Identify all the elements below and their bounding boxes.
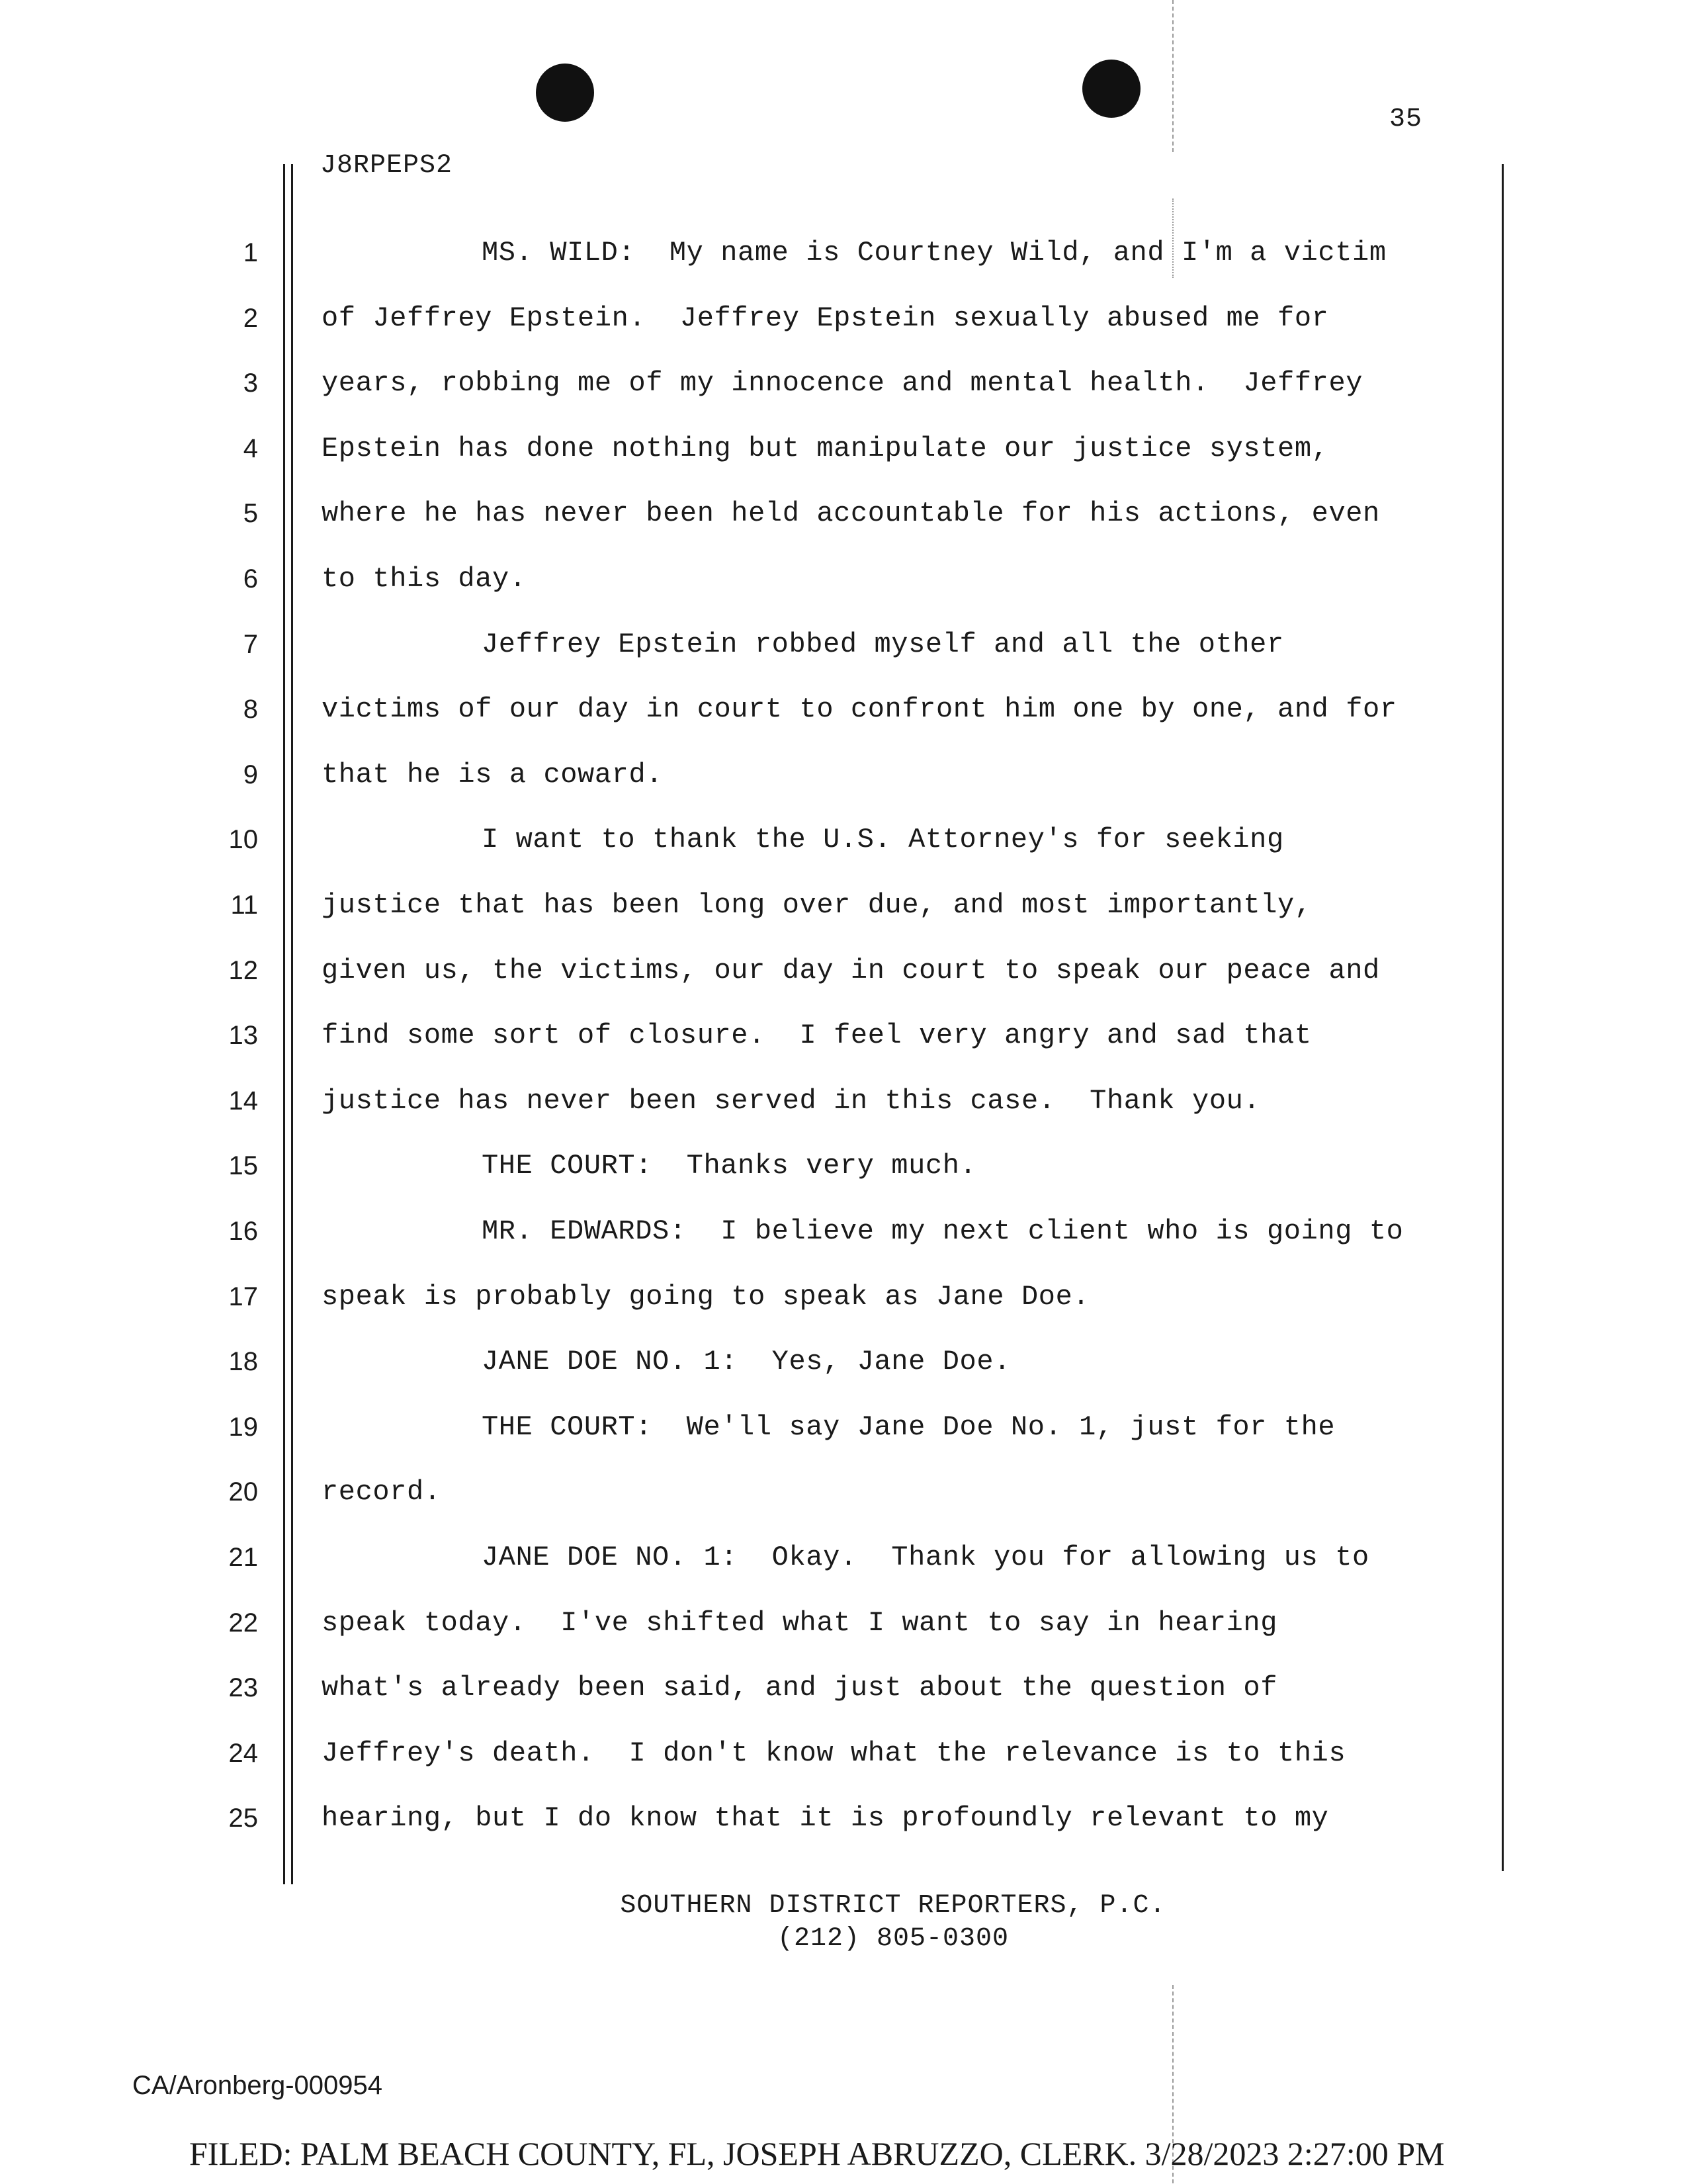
line-number: 21 xyxy=(228,1543,258,1572)
line-number: 4 xyxy=(243,433,258,463)
punch-hole-right xyxy=(1082,60,1141,118)
line-text: Epstein has done nothing but manipulate our justice system, xyxy=(322,432,1329,464)
transcript-line xyxy=(0,625,1683,664)
line-text: justice that has been long over due, and most importantly, xyxy=(322,889,1312,921)
reporter-phone: (212) 805-0300 xyxy=(777,1924,1010,1954)
filed-stamp: FILED: PALM BEACH COUNTY, FL, JOSEPH ABRUZZO, CLERK. 3/28/2023 2:27:00 PM xyxy=(189,2135,1445,2172)
line-text: JANE DOE NO. 1: Okay. Thank you for allowing us to xyxy=(482,1542,1369,1573)
transcript-line xyxy=(0,755,1683,795)
case-id: J8RPEPS2 xyxy=(320,151,453,181)
transcript-line xyxy=(0,689,1683,729)
transcript-line xyxy=(0,1668,1683,1708)
transcript-line xyxy=(0,559,1683,599)
line-number: 15 xyxy=(228,1151,258,1181)
line-number: 8 xyxy=(243,695,258,724)
line-text: MR. EDWARDS: I believe my next client who is going to xyxy=(482,1215,1404,1247)
transcript-line xyxy=(0,1733,1683,1773)
line-number: 22 xyxy=(228,1608,258,1638)
transcript-line xyxy=(0,1016,1683,1055)
line-number: 10 xyxy=(228,825,258,855)
transcript-line xyxy=(0,429,1683,468)
line-number: 1 xyxy=(243,238,258,267)
transcript-line xyxy=(0,1603,1683,1643)
line-number: 13 xyxy=(228,1021,258,1051)
line-text: what's already been said, and just about the question of xyxy=(322,1672,1278,1704)
line-text: years, robbing me of my innocence and mental health. Jeffrey xyxy=(322,367,1363,400)
punch-hole-left xyxy=(536,64,594,122)
line-text: JANE DOE NO. 1: Yes, Jane Doe. xyxy=(482,1346,1011,1378)
transcript-line xyxy=(0,1081,1683,1121)
line-number: 12 xyxy=(228,955,258,985)
line-number: 6 xyxy=(243,564,258,593)
transcript-line xyxy=(0,233,1683,273)
line-text: I want to thank the U.S. Attorney's for seeking xyxy=(482,824,1284,856)
line-number: 17 xyxy=(228,1282,258,1311)
transcript-line xyxy=(0,363,1683,403)
line-number: 16 xyxy=(228,1217,258,1246)
reporter-name: SOUTHERN DISTRICT REPORTERS, P.C. xyxy=(620,1891,1166,1921)
line-number: 25 xyxy=(228,1804,258,1833)
line-text: to this day. xyxy=(322,563,527,595)
fold-line-top xyxy=(1172,0,1174,152)
line-text: justice has never been served in this case. Thank you. xyxy=(322,1084,1261,1117)
line-text: where he has never been held accountable for his actions, even xyxy=(322,498,1380,530)
transcript-line xyxy=(0,494,1683,533)
line-number: 19 xyxy=(228,1412,258,1442)
line-text: MS. WILD: My name is Courtney Wild, and I'm a victim xyxy=(482,237,1387,269)
line-number: 5 xyxy=(243,499,258,529)
transcript-line xyxy=(0,1277,1683,1317)
transcript-line xyxy=(0,1538,1683,1577)
transcript-line xyxy=(0,1407,1683,1447)
transcript-line xyxy=(0,1146,1683,1186)
line-number: 18 xyxy=(228,1347,258,1377)
line-text: Jeffrey Epstein robbed myself and all the other xyxy=(482,628,1284,660)
transcript-line xyxy=(0,298,1683,338)
line-text: THE COURT: We'll say Jane Doe No. 1, just for the xyxy=(482,1411,1336,1443)
transcript-line xyxy=(0,1211,1683,1251)
line-text: given us, the victims, our day in court to speak our peace and xyxy=(322,954,1380,986)
line-number: 20 xyxy=(228,1477,258,1507)
transcript-line xyxy=(0,1798,1683,1838)
transcript-line xyxy=(0,820,1683,859)
line-text: victims of our day in court to confront him one by one, and for xyxy=(322,693,1397,726)
line-number: 11 xyxy=(230,891,258,920)
line-text: speak today. I've shifted what I want to say in hearing xyxy=(322,1606,1278,1639)
page-number: 35 xyxy=(1389,105,1423,134)
line-number: 2 xyxy=(243,303,258,333)
transcript-line xyxy=(0,951,1683,990)
line-number: 24 xyxy=(228,1738,258,1768)
line-number: 3 xyxy=(243,369,258,398)
transcript-line xyxy=(0,885,1683,925)
transcript-line xyxy=(0,1342,1683,1381)
transcript-line xyxy=(0,1472,1683,1512)
line-text: hearing, but I do know that it is profoundly relevant to my xyxy=(322,1802,1329,1835)
line-text: of Jeffrey Epstein. Jeffrey Epstein sexually abused me for xyxy=(322,302,1329,334)
line-text: THE COURT: Thanks very much. xyxy=(482,1150,977,1182)
line-number: 7 xyxy=(243,629,258,659)
line-text: Jeffrey's death. I don't know what the relevance is to this xyxy=(322,1737,1346,1769)
line-text: find some sort of closure. I feel very angry and sad that xyxy=(322,1020,1312,1052)
line-text: that he is a coward. xyxy=(322,758,664,791)
line-number: 23 xyxy=(228,1673,258,1703)
line-text: record. xyxy=(322,1476,441,1508)
line-text: speak is probably going to speak as Jane Doe. xyxy=(322,1280,1090,1313)
line-number: 14 xyxy=(228,1086,258,1115)
line-number: 9 xyxy=(243,760,258,789)
bates-number: CA/Aronberg-000954 xyxy=(132,2071,383,2100)
